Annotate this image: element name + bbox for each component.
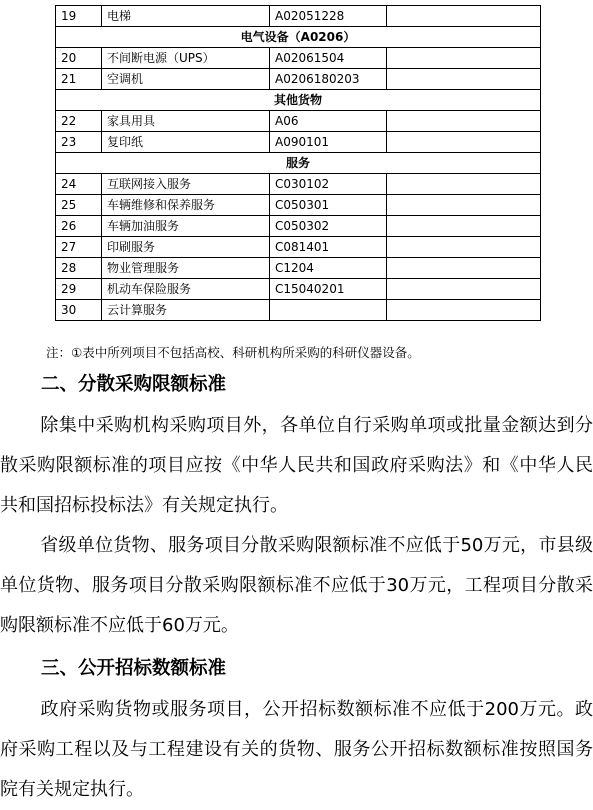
item-name-cell: 物业管理服务 xyxy=(102,258,270,279)
table-row xyxy=(56,6,541,27)
section-title: 其他货物 xyxy=(56,90,541,111)
item-name-cell: 云计算服务 xyxy=(102,300,270,321)
row-number-cell: 30 xyxy=(56,300,102,321)
remark-cell xyxy=(387,216,541,237)
item-name-cell: 互联网接入服务 xyxy=(102,174,270,195)
row-number-cell: 27 xyxy=(56,237,102,258)
item-code-cell: A0206180203 xyxy=(270,69,387,90)
table-row xyxy=(56,174,541,195)
item-name-cell: 机动车保险服务 xyxy=(102,279,270,300)
item-code-cell: C15040201 xyxy=(270,279,387,300)
table-row xyxy=(56,132,541,153)
remark-cell xyxy=(387,258,541,279)
item-code-cell: A02051228 xyxy=(270,6,387,27)
item-code-cell: C1204 xyxy=(270,258,387,279)
table-section-row xyxy=(56,27,541,48)
row-number-cell: 21 xyxy=(56,69,102,90)
row-number-cell: 20 xyxy=(56,48,102,69)
catalog-table xyxy=(55,5,541,321)
item-code-cell: C050302 xyxy=(270,216,387,237)
item-code-cell: C050301 xyxy=(270,195,387,216)
table-row xyxy=(56,300,541,321)
item-name-cell: 车辆加油服务 xyxy=(102,216,270,237)
section-title: 服务 xyxy=(56,153,541,174)
item-name-cell: 空调机 xyxy=(102,69,270,90)
paragraph-decentralized-scope: 除集中采购机构采购项目外，各单位自行采购单项或批量金额达到分散采购限额标准的项目应按《中华人民共和国政府采购法》和《中华人民共和国招标投标法》有关规定执行。 xyxy=(0,415,593,516)
row-number-cell: 29 xyxy=(56,279,102,300)
remark-cell xyxy=(387,300,541,321)
table-footnote: 注：①表中所列项目不包括高校、科研机构所采购的科研仪器设备。 xyxy=(46,345,420,360)
item-code-cell: A06 xyxy=(270,111,387,132)
row-number-cell: 23 xyxy=(56,132,102,153)
remark-cell xyxy=(387,195,541,216)
table-row xyxy=(56,111,541,132)
item-name-cell: 车辆维修和保养服务 xyxy=(102,195,270,216)
table-row xyxy=(56,216,541,237)
remark-cell xyxy=(387,174,541,195)
section-heading-decentralized: 二、分散采购限额标准 xyxy=(41,374,227,395)
section-heading-public-tender: 三、公开招标数额标准 xyxy=(41,658,227,679)
remark-cell xyxy=(387,111,541,132)
item-name-cell: 复印纸 xyxy=(102,132,270,153)
remark-cell xyxy=(387,132,541,153)
item-code-cell: A090101 xyxy=(270,132,387,153)
table-row xyxy=(56,48,541,69)
row-number-cell: 25 xyxy=(56,195,102,216)
row-number-cell: 19 xyxy=(56,6,102,27)
remark-cell xyxy=(387,6,541,27)
row-number-cell: 24 xyxy=(56,174,102,195)
item-code-cell: C081401 xyxy=(270,237,387,258)
remark-cell xyxy=(387,279,541,300)
item-code-cell xyxy=(270,300,387,321)
item-name-cell: 印刷服务 xyxy=(102,237,270,258)
row-number-cell: 28 xyxy=(56,258,102,279)
item-name-cell: 不间断电源（UPS） xyxy=(102,48,270,69)
table-row xyxy=(56,279,541,300)
table-section-row xyxy=(56,153,541,174)
item-name-cell: 电梯 xyxy=(102,6,270,27)
paragraph-public-tender: 政府采购货物或服务项目，公开招标数额标准不应低于200万元。政府采购工程以及与工程建设有关的货物、服务公开招标数额标准按照国务院有关规定执行。 xyxy=(0,699,593,800)
table-row xyxy=(56,195,541,216)
table-section-row xyxy=(56,90,541,111)
table-row xyxy=(56,69,541,90)
remark-cell xyxy=(387,237,541,258)
remark-cell xyxy=(387,69,541,90)
section-title: 电气设备（A0206） xyxy=(56,27,541,48)
item-code-cell: C030102 xyxy=(270,174,387,195)
table-row xyxy=(56,258,541,279)
row-number-cell: 26 xyxy=(56,216,102,237)
row-number-cell: 22 xyxy=(56,111,102,132)
table-row xyxy=(56,237,541,258)
item-code-cell: A02061504 xyxy=(270,48,387,69)
remark-cell xyxy=(387,48,541,69)
item-name-cell: 家具用具 xyxy=(102,111,270,132)
paragraph-decentralized-limits: 省级单位货物、服务项目分散采购限额标准不应低于50万元，市县级单位货物、服务项目分散采购限额标准不应低于30万元，工程项目分散采购限额标准不应低于60万元。 xyxy=(0,535,593,636)
